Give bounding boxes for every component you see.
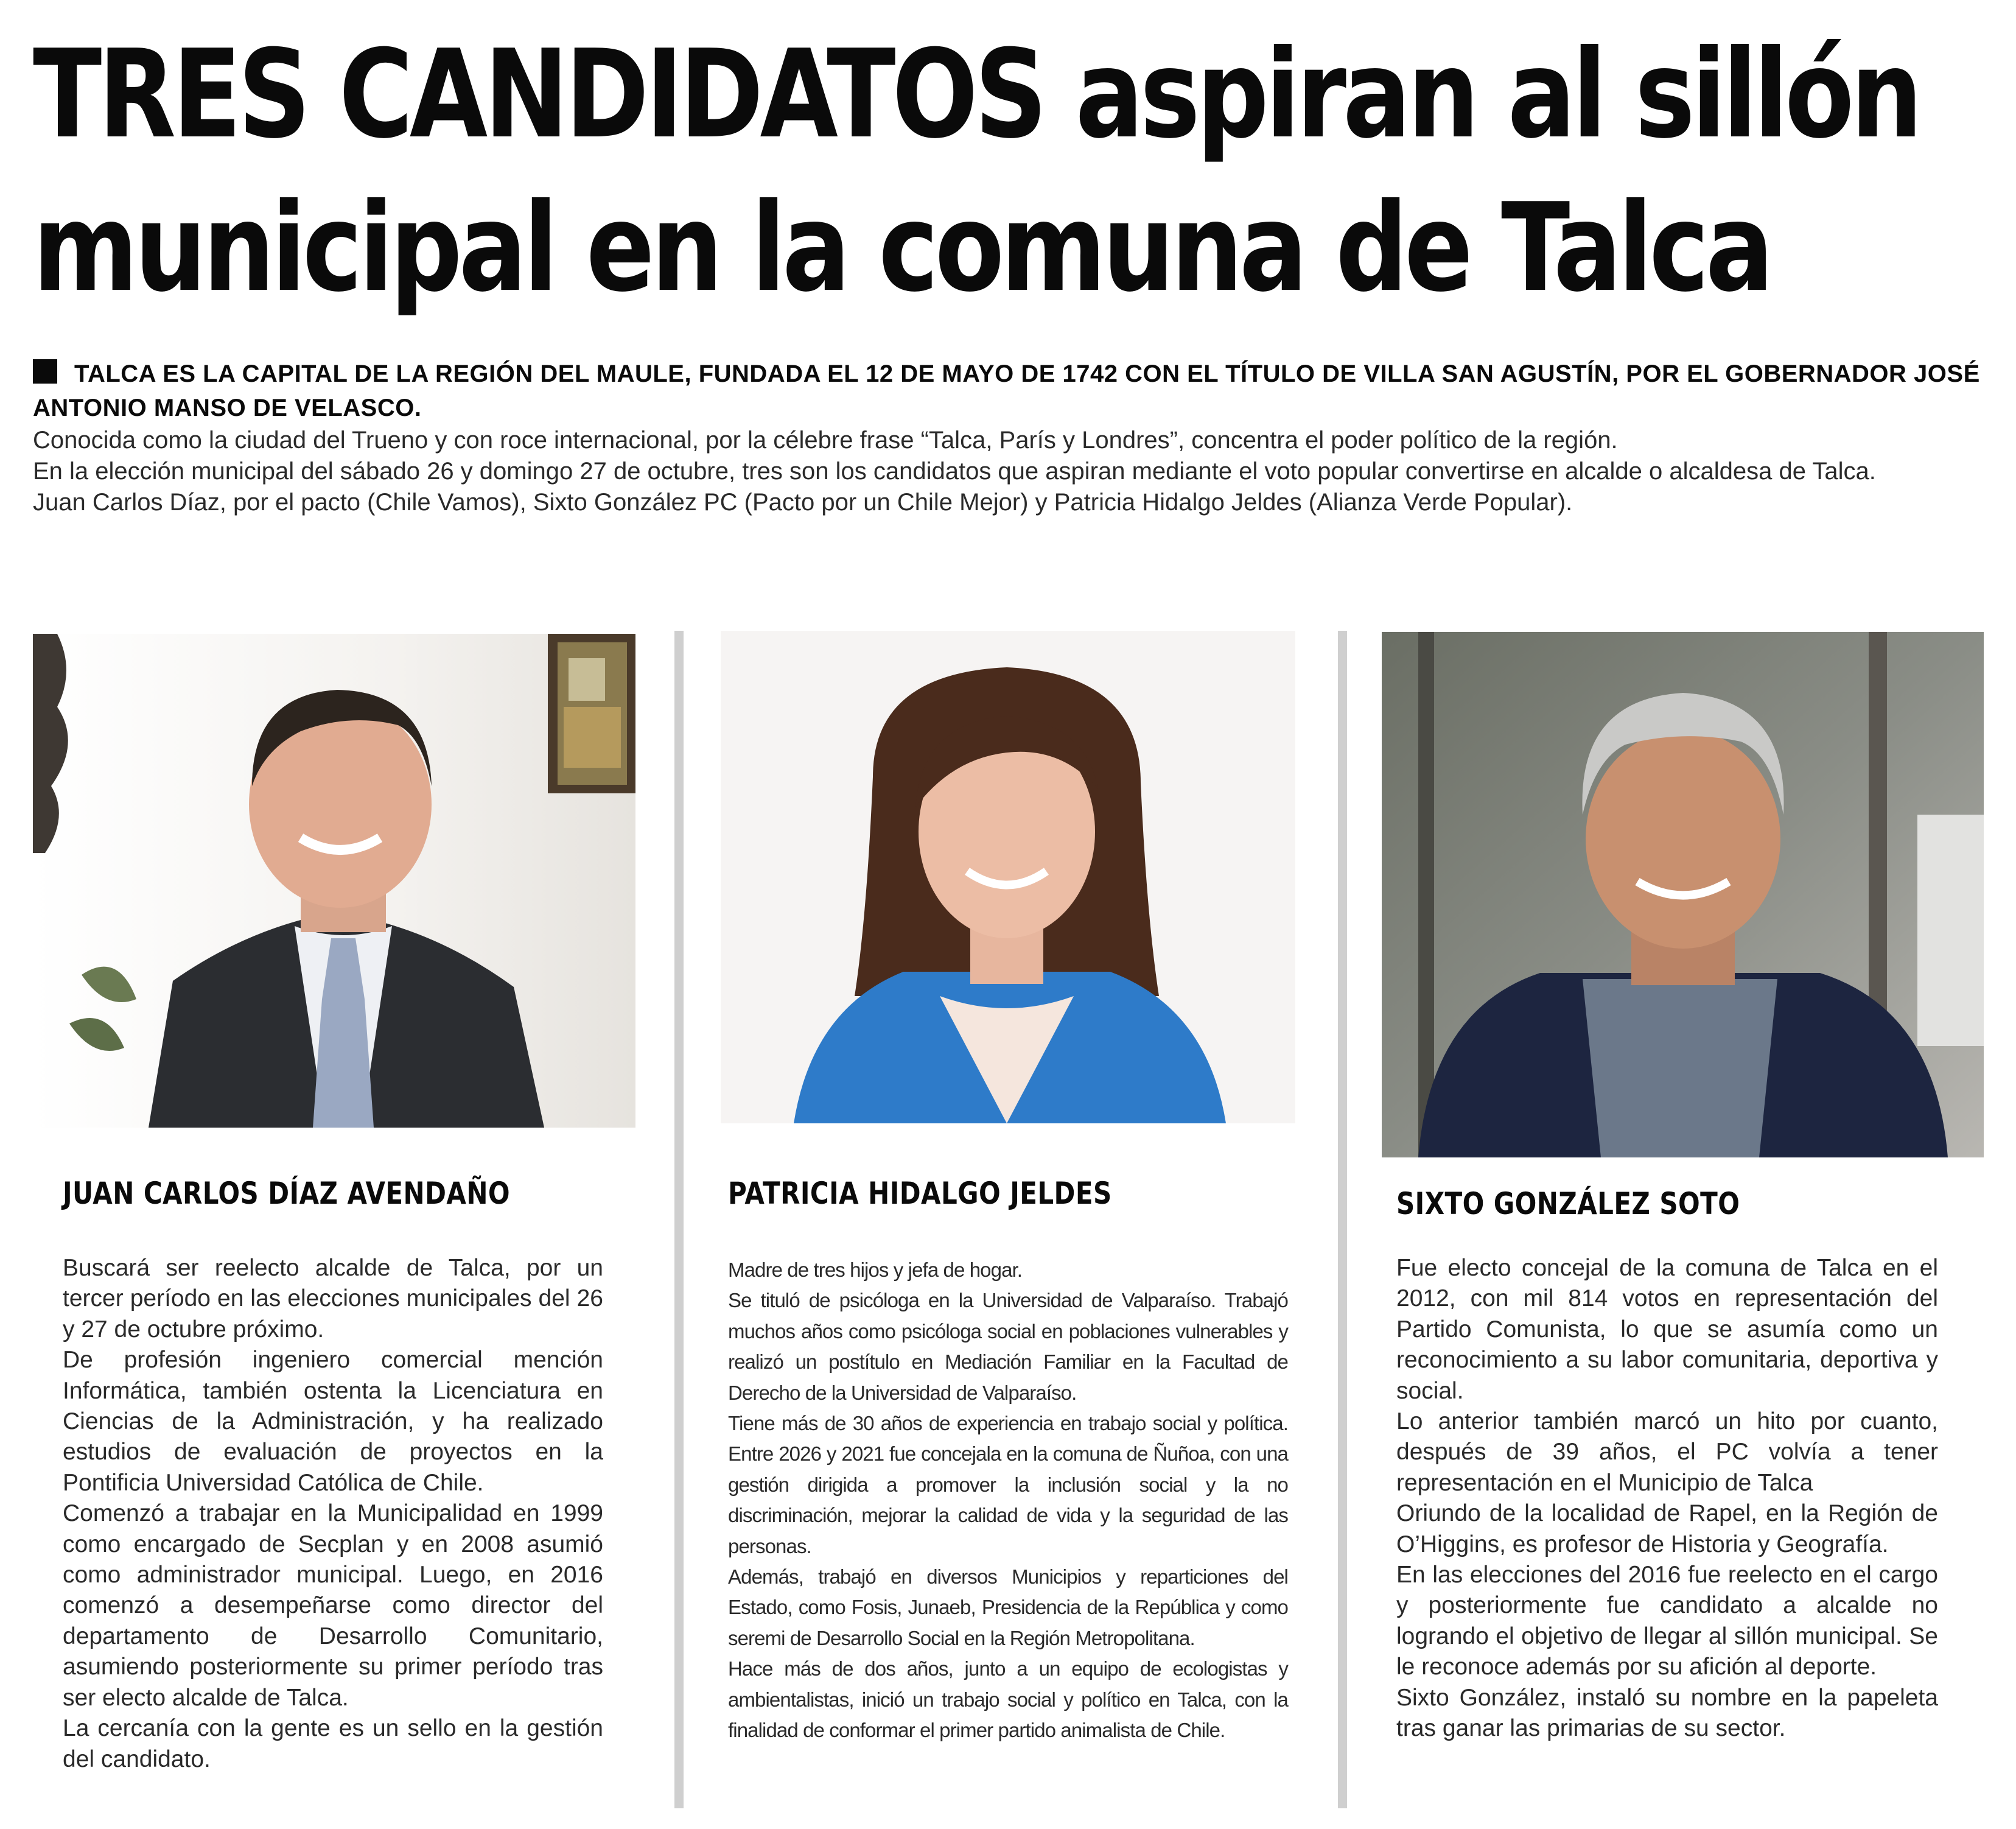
candidate-bio [728,1255,1288,1746]
intro-paragraph: Conocida como la ciudad del Trueno y con roce internacional, por la célebre frase “Talca, París y Londres”, concentra el poder político de la región. [33,427,1618,454]
candidate-name: PATRICIA HIDALGO JELDES [728,1176,1112,1211]
candidate-bio [1396,1253,1938,1744]
portrait-illustration [1382,632,1984,1157]
bio-paragraph: De profesión ingeniero comercial mención Informática, también ostenta la Licenciatura en Ciencias de la Administración, y ha realizado estudios de evaluación de proyectos en la Pontificia Universidad Católica de Chile. [63,1347,603,1496]
bio-paragraph: Oriundo de la localidad de Rapel, en la Región de O’Higgins, es profesor de Historia y Geografía. [1396,1500,1938,1557]
lead-text: TALCA ES LA CAPITAL DE LA REGIÓN DEL MAULE, FUNDADA EL 12 DE MAYO DE 1742 CON EL TÍTULO DE VILLA SAN AGUSTÍN, POR EL GOBERNADOR JOSÉ ANTONIO MANSO DE VELASCO. [33,360,1980,421]
bio-paragraph: Tiene más de 30 años de experiencia en trabajo social y política. Entre 2026 y 2021 fue concejala en la comuna de Ñuñoa, con una gestión dirigida a promover la inclusión social y la no discriminación, mejorar la calidad de vida y la seguridad de las personas. [728,1412,1288,1557]
bio-paragraph: Lo anterior también marcó un hito por cuanto, después de 39 años, el PC volvía a tener representación en el Municipio de Talca [1396,1408,1938,1496]
candidate-photo-juan-carlos-diaz [33,634,635,1128]
candidate-photo-sixto-gonzalez [1382,632,1984,1157]
bio-paragraph: Además, trabajó en diversos Municipios y reparticiones del Estado, como Fosis, Junaeb, Presidencia de la República y como seremi de Desarrollo Social en la Región Metropolitana. [728,1565,1288,1649]
candidate-bio [63,1253,603,1775]
square-bullet-icon [33,359,57,384]
candidate-photo-patricia-hidalgo [721,631,1295,1123]
bio-paragraph: Sixto González, instaló su nombre en la papeleta tras ganar las primarias de su sector. [1396,1684,1938,1742]
column-divider [674,631,684,1808]
candidate-name: SIXTO GONZÁLEZ SOTO [1396,1186,1740,1221]
bio-paragraph: Fue electo concejal de la comuna de Talca en el 2012, con mil 814 votos en representación del Partido Comunista, lo que se asumía como un reconocimiento a su labor comunitaria, deportiva y social. [1396,1255,1938,1404]
headline [33,18,1919,325]
bio-paragraph: Madre de tres hijos y jefa de hogar. [728,1259,1023,1281]
bio-paragraph: Buscará ser reelecto alcalde de Talca, por un tercer período en las elecciones municipales del 26 y 27 de octubre próximo. [63,1255,603,1343]
portrait-illustration [721,631,1295,1123]
bio-paragraph: En las elecciones del 2016 fue reelecto en el cargo y posteriormente fue candidato a alcalde no logrando el objetivo de llegar al sillón municipal. Se le reconoce además por su afición al deporte. [1396,1562,1938,1680]
bio-paragraph: Hace más de dos años, junto a un equipo de ecologistas y ambientalistas, inició un trabajo social y político en Talca, con la finalidad de conformar el primer partido animalista de Chile. [728,1657,1288,1742]
headline-line-1: TRES CANDIDATOS aspiran al sillón [33,24,1919,166]
bio-paragraph: La cercanía con la gente es un sello en la gestión del candidato. [63,1715,603,1772]
column-divider [1338,631,1347,1808]
candidate-name: JUAN CARLOS DÍAZ AVENDAÑO [63,1176,511,1211]
lead-paragraph [33,357,1987,425]
intro-paragraph: En la elección municipal del sábado 26 y domingo 27 de octubre, tres son los candidatos que aspiran mediante el voto popular convertirse en alcalde o alcaldesa de Talca. [33,458,1876,485]
bio-paragraph: Comenzó a trabajar en la Municipalidad en 1999 como encargado de Secplan y en 2008 asumió como administrador municipal. Luego, en 2016 comenzó a desempeñarse como director del departamento de Desarrollo Comunitario, asumiendo posteriormente su primer período tras ser electo alcalde de Talca. [63,1500,603,1711]
bio-paragraph: Se tituló de psicóloga en la Universidad de Valparaíso. Trabajó muchos años como psicóloga social en poblaciones vulnerables y realizó un postítulo en Mediación Familiar en la Facultad de Derecho de la Universidad de Valparaíso. [728,1289,1288,1404]
intro [33,357,1987,518]
portrait-illustration [33,634,635,1128]
intro-paragraph: Juan Carlos Díaz, por el pacto (Chile Vamos), Sixto González PC (Pacto por un Chile Mejor) y Patricia Hidalgo Jeldes (Alianza Verde Popular). [33,489,1573,516]
headline-line-2: municipal en la comuna de Talca [33,177,1771,319]
